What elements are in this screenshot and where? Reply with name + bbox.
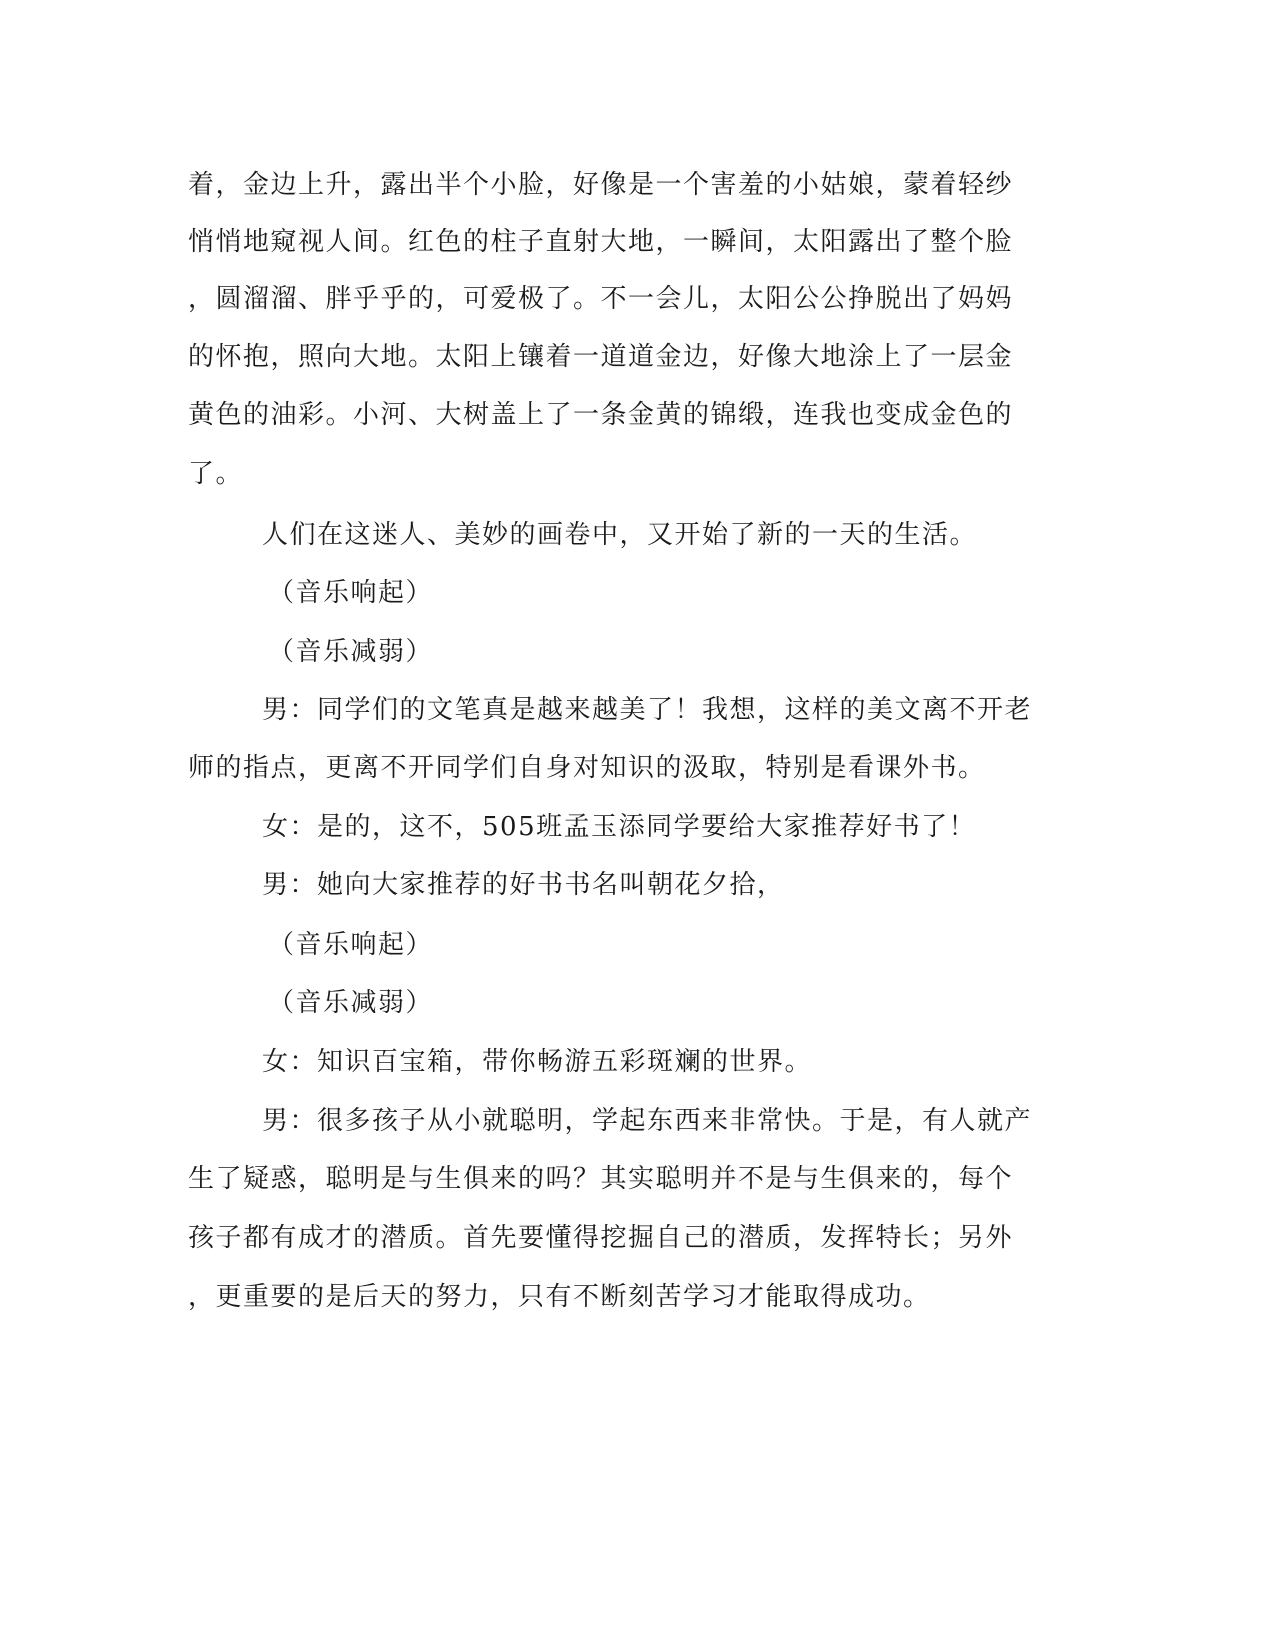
paragraph-line: 悄悄地窥视人间。红色的柱子直射大地，一瞬间，太阳露出了整个脸 [188, 227, 1014, 257]
paragraph-line: 了。 [188, 459, 244, 489]
stage-direction: （音乐响起） [268, 578, 434, 608]
dialogue-line: 师的指点，更离不开同学们自身对知识的汲取，特别是看课外书。 [188, 753, 986, 783]
stage-direction: （音乐减弱） [268, 988, 434, 1018]
paragraph-line: 着，金边上升，露出半个小脸，好像是一个害羞的小姑娘，蒙着轻纱 [188, 170, 1014, 200]
dialogue-line: 男：她向大家推荐的好书书名叫朝花夕拾， [262, 870, 785, 900]
dialogue-line: 生了疑惑，聪明是与生俱来的吗？其实聪明并不是与生俱来的，每个 [188, 1164, 1014, 1194]
dialogue-line: ，更重要的是后天的努力，只有不断刻苦学习才能取得成功。 [188, 1282, 931, 1312]
paragraph-line: 人们在这迷人、美妙的画卷中，又开始了新的一天的生活。 [262, 520, 978, 550]
paragraph-line: ，圆溜溜、胖乎乎的，可爱极了。不一会儿，太阳公公挣脱出了妈妈 [188, 284, 1014, 314]
dialogue-line: 女：知识百宝箱，带你畅游五彩斑斓的世界。 [262, 1047, 813, 1077]
dialogue-line: 女：是的，这不，505班孟玉添同学要给大家推荐好书了！ [262, 812, 977, 842]
stage-direction: （音乐响起） [268, 930, 434, 960]
dialogue-line: 男：很多孩子从小就聪明，学起东西来非常快。于是，有人就产 [262, 1106, 1033, 1136]
stage-direction: （音乐减弱） [268, 637, 434, 667]
paragraph-line: 黄色的油彩。小河、大树盖上了一条金黄的锦缎，连我也变成金色的 [188, 400, 1014, 430]
dialogue-line: 男：同学们的文笔真是越来越美了！我想，这样的美文离不开老 [262, 695, 1033, 725]
paragraph-line: 的怀抱，照向大地。太阳上镶着一道道金边，好像大地涂上了一层金 [188, 342, 1014, 372]
dialogue-line: 孩子都有成才的潜质。首先要懂得挖掘自己的潜质，发挥特长；另外 [188, 1223, 1014, 1253]
